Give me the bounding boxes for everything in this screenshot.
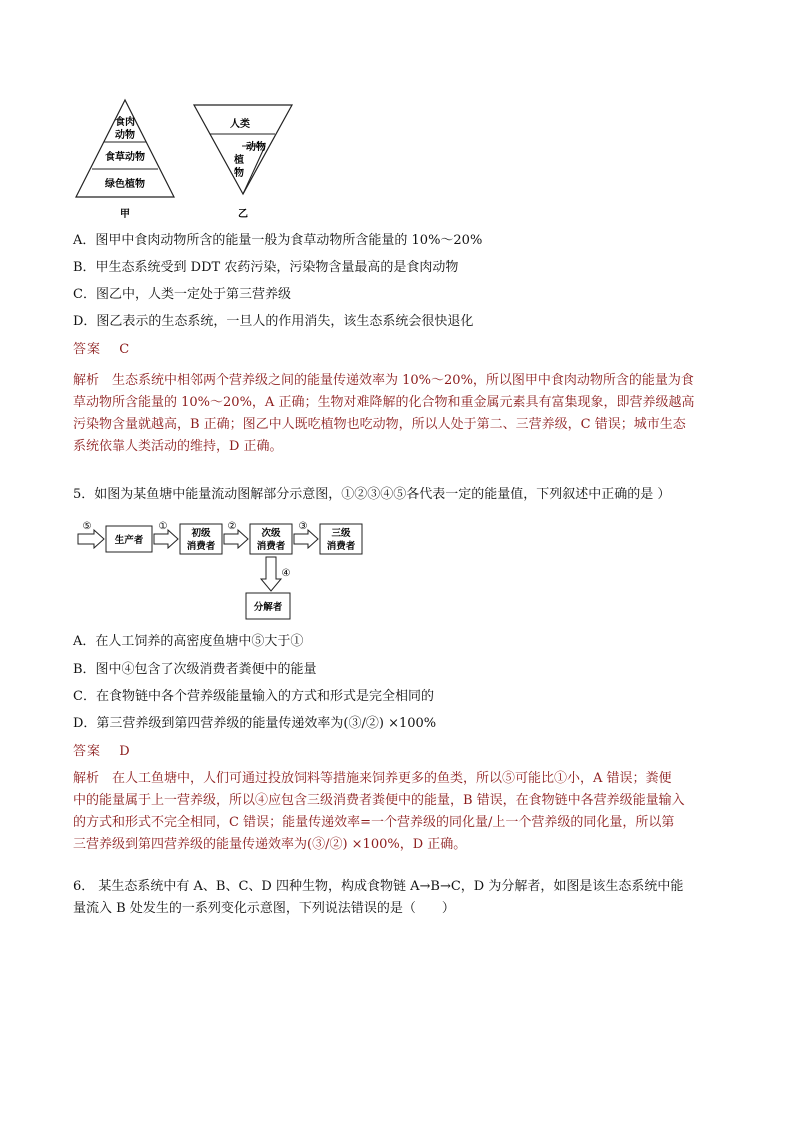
arrow-4-label: ④ [281, 568, 291, 579]
q4-option-b: B．甲生态系统受到 DDT 农药污染，污染物含量最高的是食肉动物 [73, 260, 459, 275]
arrow-3-label: ③ [298, 521, 308, 532]
q4-answer [73, 342, 129, 358]
inverted-plant-label-2: 物 [234, 168, 244, 179]
q4-option-c: C．图乙中，人类一定处于第三营养级 [73, 287, 291, 302]
secondary-consumer-label-2: 消费者 [256, 541, 286, 552]
secondary-consumer-label-1: 次级 [261, 528, 281, 539]
arrow-5 [78, 530, 104, 548]
q5-option-d: D．第三营养级到第四营养级的能量传递效率为(③/②) ×100% [73, 716, 437, 731]
arrow-1-label: ① [158, 521, 168, 532]
q5-answer-label: 答案 [73, 744, 102, 759]
q5-option-b: B．图中④包含了次级消费者粪便中的能量 [73, 662, 317, 677]
caption-jia: 甲 [120, 209, 130, 220]
arrow-3 [294, 530, 318, 548]
arrow-1 [154, 530, 178, 548]
inverted-animal-label: 动物 [246, 142, 266, 153]
q4-option-a: A．图甲中食肉动物所含的能量一般为食草动物所含能量的 10%～20% [73, 233, 483, 248]
q4-analysis [73, 370, 737, 458]
pyramid-top-label-2: 动物 [115, 130, 135, 141]
pyramid-top-label-1: 食肉 [115, 117, 135, 128]
q5-analysis-line: 三营养级到第四营养级的能量传递效率为(③/②) ×100%，D 正确。 [73, 837, 467, 852]
pyramid-figure [70, 96, 310, 224]
pyramid-mid-label: 食草动物 [105, 152, 145, 163]
arrow-2 [224, 530, 248, 548]
q4-analysis-line: 解析 生态系统中相邻两个营养级之间的能量传递效率为 10%～20%，所以图甲中食肉动物所含的能量为食 [73, 373, 694, 388]
energy-flow-diagram [70, 516, 370, 622]
q4-analysis-line: 草动物所含能量的 10%～20%，A 正确；生物对难降解的化合物和重金属元素具有富集现象，即营养级越高 [73, 395, 695, 410]
producer-label: 生产者 [114, 535, 144, 546]
q5-analysis-line: 的方式和形式不完全相同，C 错误；能量传递效率=一个营养级的同化量/上一个营养级的同化量，所以第 [73, 815, 675, 830]
tertiary-consumer-label-2: 消费者 [326, 541, 356, 552]
q5-analysis-line: 解析 在人工鱼塘中，人们可通过投放饲料等措施来饲养更多的鱼类，所以⑤可能比①小，A 错误；粪便 [73, 771, 672, 786]
q5-option-c: C．在食物链中各个营养级能量输入的方式和形式是完全相同的 [73, 689, 434, 704]
q4-analysis-line: 系统依靠人类活动的维持，D 正确。 [73, 439, 283, 454]
arrow-5-label: ⑤ [82, 521, 92, 532]
q5-analysis [73, 768, 737, 856]
inverted-plant-label-1: 植 [234, 155, 244, 166]
pyramid-jia [76, 100, 174, 220]
q6-stem-line: 量流入 B 处发生的一系列变化示意图，下列说法错误的是（ ） [73, 901, 455, 916]
pyramid-base-label: 绿色植物 [105, 179, 145, 190]
pyramid-yi [194, 105, 292, 220]
q6-stem-line: 6． 某生态系统中有 A、B、C、D 四种生物，构成食物链 A→B→C，D 为分解者，如图是该生态系统中能 [73, 879, 684, 894]
q5-analysis-line: 中的能量属于上一营养级，所以④应包含三级消费者粪便中的能量，B 错误，在食物链中各营养级能量输入 [73, 793, 685, 808]
arrow-4 [261, 557, 281, 591]
q4-answer-value: C [119, 342, 130, 357]
q6-stem [73, 876, 737, 920]
q5-option-a: A．在人工饲养的高密度鱼塘中⑤大于① [73, 634, 304, 649]
decomposer-label: 分解者 [253, 602, 283, 613]
q4-answer-label: 答案 [73, 342, 102, 357]
tertiary-consumer-label-1: 三级 [331, 528, 351, 539]
arrow-2-label: ② [227, 521, 237, 532]
primary-consumer-label-2: 消费者 [186, 541, 216, 552]
q4-option-d: D．图乙表示的生态系统，一旦人的作用消失，该生态系统会很快退化 [73, 314, 474, 329]
primary-consumer-label-1: 初级 [191, 528, 211, 539]
caption-yi: 乙 [238, 209, 248, 220]
q5-answer [73, 744, 130, 760]
inverted-human-label: 人类 [230, 119, 250, 130]
q5-answer-value: D [119, 744, 130, 759]
q4-analysis-line: 污染物含量就越高，B 正确；图乙中人既吃植物也吃动物，所以人处于第二、三营养级，C 错误；城市生态 [73, 417, 686, 432]
q5-stem: 5．如图为某鱼塘中能量流动图解部分示意图，①②③④⑤各代表一定的能量值，下列叙述中正确的是 ） [73, 487, 671, 502]
